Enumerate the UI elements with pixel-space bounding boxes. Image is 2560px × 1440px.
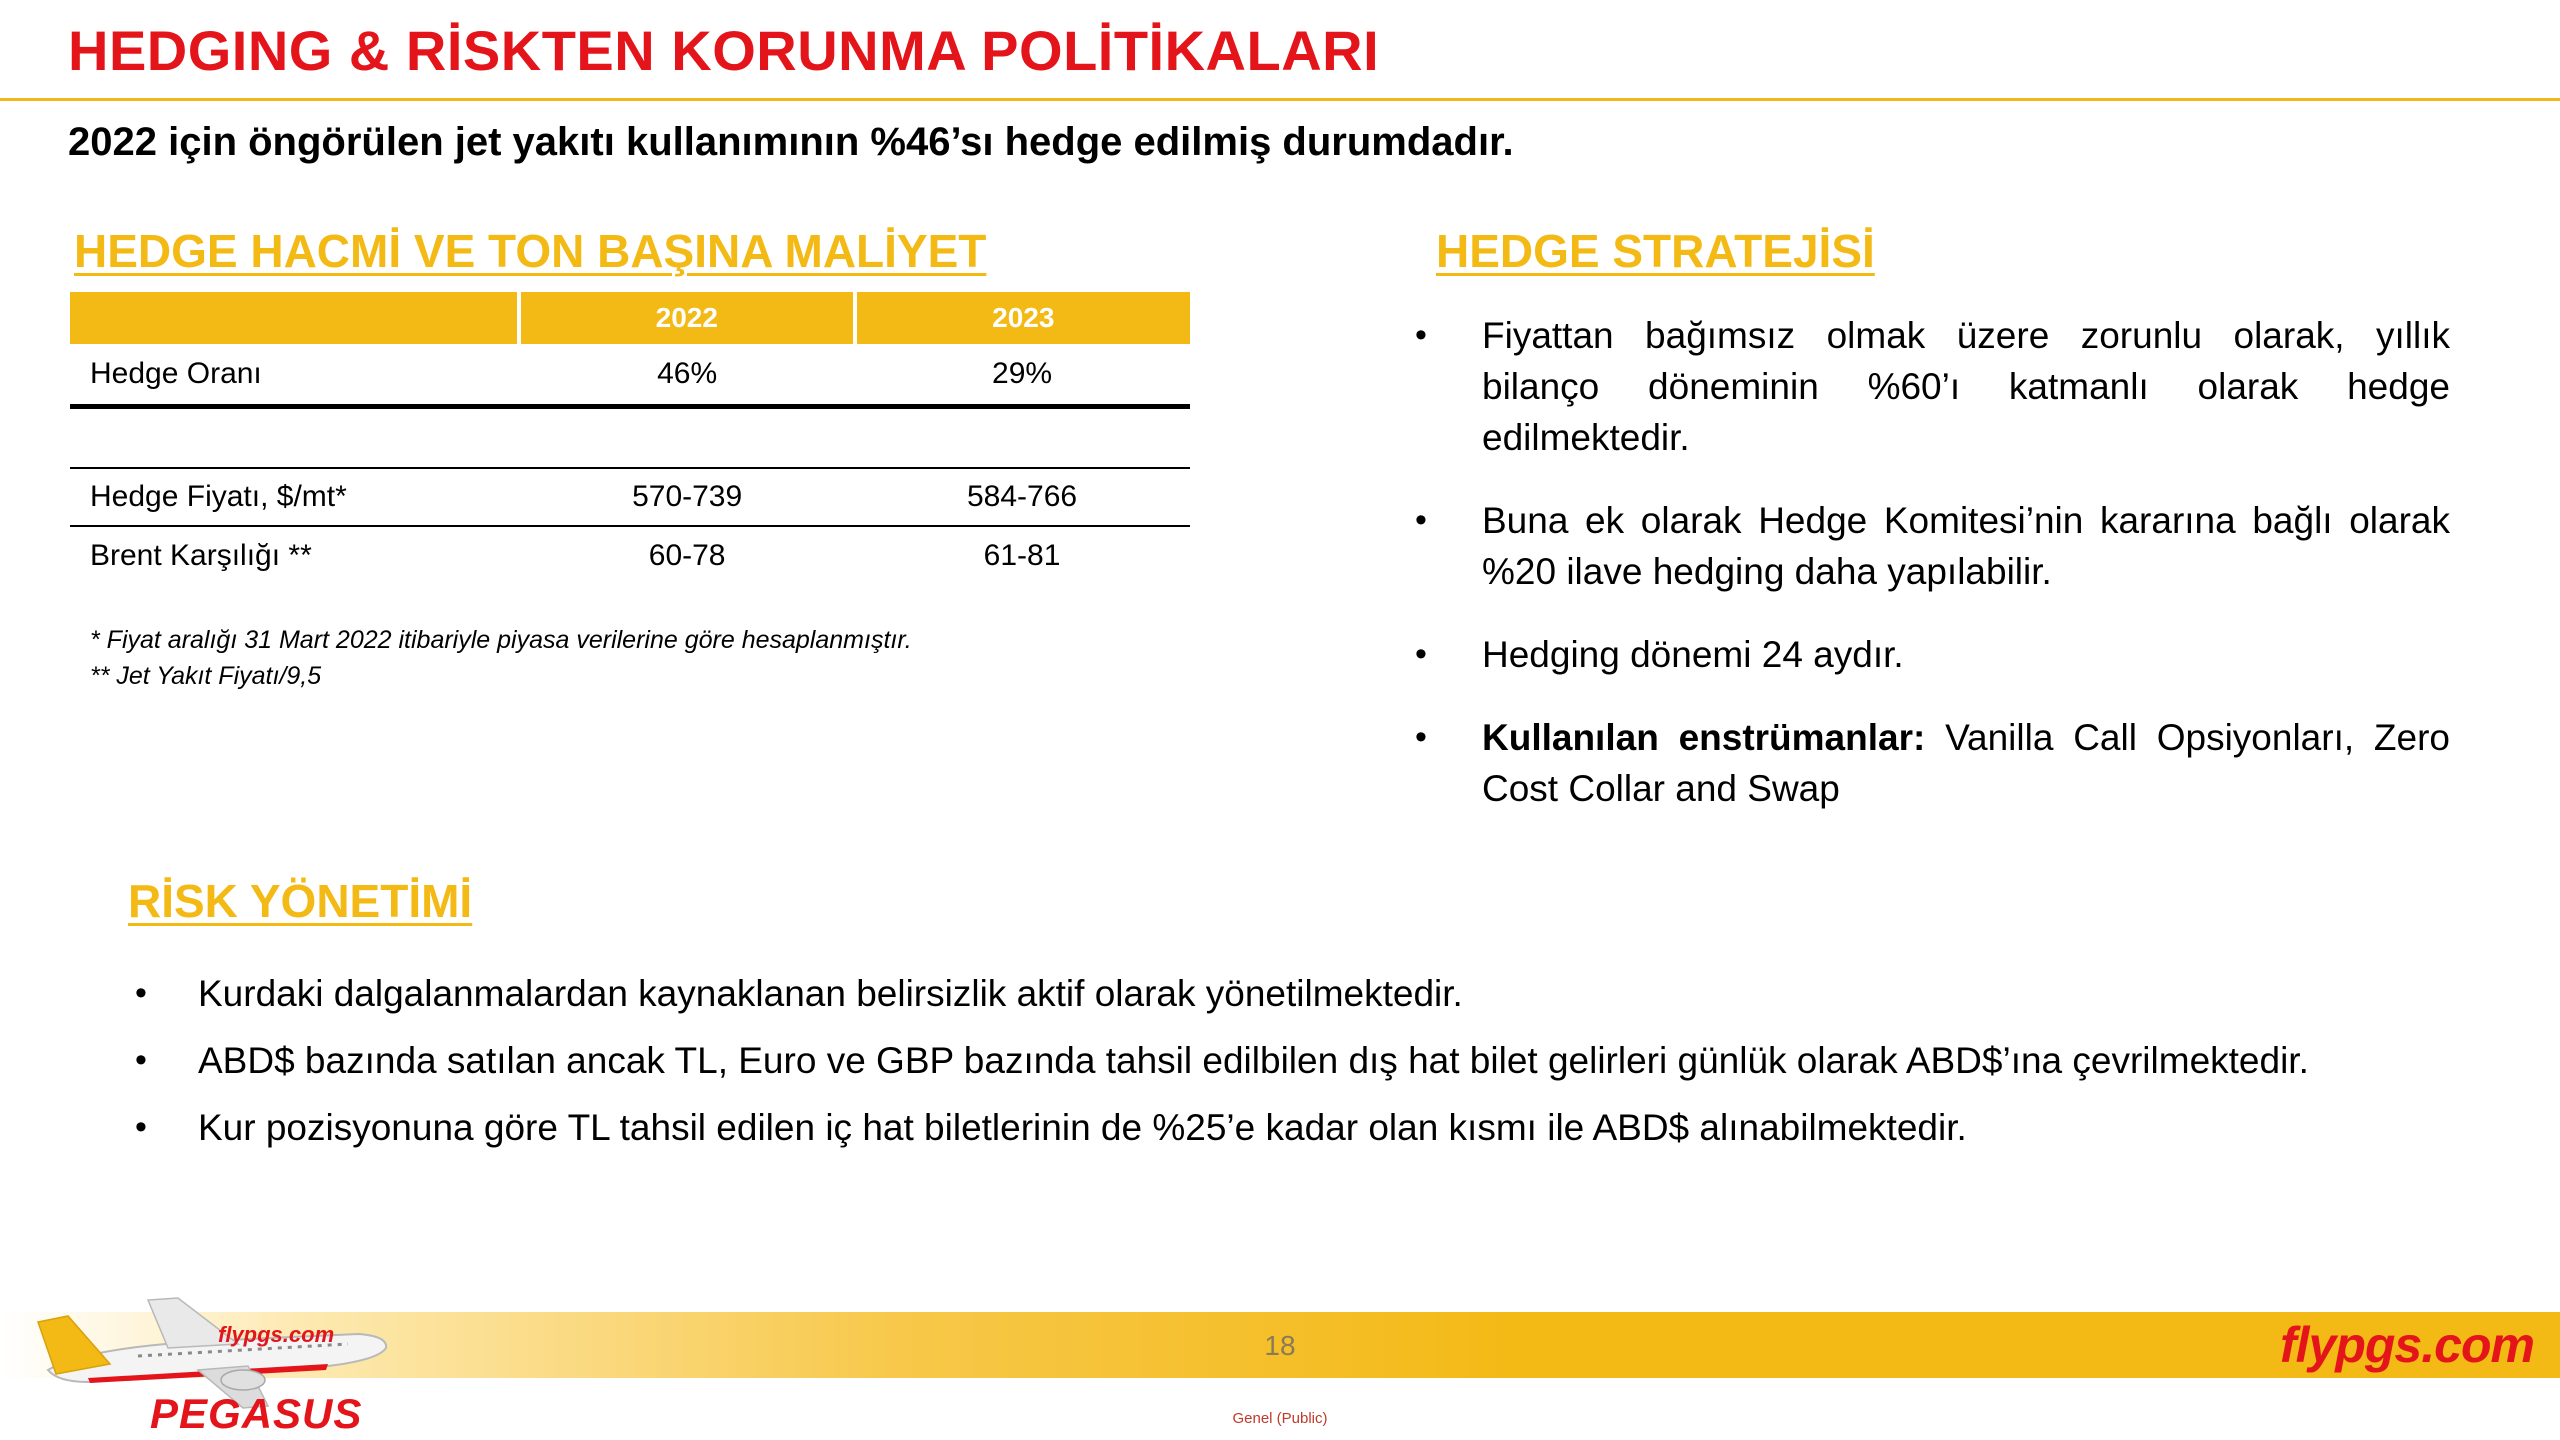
- bullet-icon: •: [135, 974, 147, 1012]
- risk-text: ABD$ bazında satılan ancak TL, Euro ve GBP bazında tahsil edilbilen dış hat bilet gelirleri günlük olarak ABD$’ına çevrilmektedir.: [198, 1040, 2309, 1081]
- row-value-2023: 61-81: [983, 539, 1061, 572]
- row-value-2022: 570-739: [632, 480, 743, 513]
- list-item: [130, 1035, 2309, 1086]
- risk-text: Kur pozisyonuna göre TL tahsil edilen iç hat biletlerinin de %25’e kadar olan kısmı ile ABD$ alınabilmektedir.: [198, 1107, 1967, 1148]
- hedge-table: [70, 292, 1190, 585]
- list-item: [130, 968, 2309, 1019]
- table-footnotes: [90, 622, 912, 694]
- bullet-icon: •: [135, 1041, 147, 1079]
- row-value-2023: 29%: [992, 357, 1053, 390]
- bullet-icon: •: [135, 1108, 147, 1146]
- strategy-list: [1410, 310, 2450, 846]
- page-number: 18: [1264, 1330, 1296, 1361]
- risk-list: [130, 968, 2309, 1169]
- strategy-text: Vanilla Call Opsiyonları, Zero Cost Collar and Swap: [1482, 717, 2450, 809]
- strategy-text: Buna ek olarak Hedge Komitesi’nin kararına bağlı olarak %20 ilave hedging daha yapılabilir.: [1482, 500, 2450, 592]
- slide-title: HEDGING & RİSKTEN KORUNMA POLİTİKALARI: [68, 19, 1380, 82]
- brand-url: flypgs.com: [2280, 1317, 2534, 1373]
- table-row: [70, 527, 1190, 585]
- strategy-text: Hedging dönemi 24 aydır.: [1482, 634, 1904, 675]
- list-item: [1410, 495, 2450, 597]
- risk-text: Kurdaki dalgalanmalardan kaynaklanan belirsizlik aktif olarak yönetilmektedir.: [198, 973, 1463, 1014]
- table-row: [70, 469, 1190, 527]
- footnote-price-range: * Fiyat aralığı 31 Mart 2022 itibariyle piyasa verilerine göre hesaplanmıştır.: [90, 626, 912, 654]
- table-row: [70, 344, 1190, 409]
- bullet-icon: •: [1415, 635, 1427, 673]
- list-item: [1410, 310, 2450, 463]
- table-header-row: [70, 292, 1190, 344]
- bullet-icon: •: [1415, 501, 1427, 539]
- hedge-strategy-heading: HEDGE STRATEJİSİ: [1436, 225, 1875, 277]
- instruments-label: Kullanılan enstrümanlar:: [1482, 717, 1926, 758]
- strategy-text: Fiyattan bağımsız olmak üzere zorunlu olarak, yıllık bilanço döneminin %60’ı katmanlı olarak hedge edilmektedir.: [1482, 315, 2450, 458]
- title-divider: [0, 98, 2560, 101]
- bullet-icon: •: [1415, 316, 1427, 354]
- list-item: [1410, 712, 2450, 814]
- risk-management-heading: RİSK YÖNETİMİ: [128, 875, 473, 927]
- slide-subtitle: 2022 için öngörülen jet yakıtı kullanımının %46’sı hedge edilmiş durumdadır.: [68, 120, 1514, 164]
- table-header-2022: 2022: [517, 292, 853, 344]
- row-label: Hedge Fiyatı, $/mt*: [90, 480, 347, 513]
- list-item: [1410, 629, 2450, 680]
- bullet-icon: •: [1415, 718, 1427, 756]
- classification-label: Genel (Public): [1232, 1410, 1328, 1427]
- table-header-2023: 2023: [853, 292, 1190, 344]
- row-value-2022: 46%: [657, 357, 718, 390]
- table-header-cell-blank: [70, 292, 517, 344]
- row-value-2022: 60-78: [648, 539, 726, 572]
- footnote-brent: ** Jet Yakıt Fiyatı/9,5: [90, 662, 322, 690]
- plane-livery-text: flypgs.com: [218, 1322, 335, 1347]
- pegasus-logo: PEGASUS: [150, 1390, 363, 1437]
- table-spacer: [70, 409, 1190, 469]
- list-item: [130, 1102, 2309, 1153]
- hedge-volume-heading: HEDGE HACMİ VE TON BAŞINA MALİYET: [74, 225, 987, 277]
- row-value-2023: 584-766: [966, 480, 1078, 513]
- row-label: Brent Karşılığı **: [90, 539, 312, 572]
- row-label: Hedge Oranı: [90, 357, 262, 390]
